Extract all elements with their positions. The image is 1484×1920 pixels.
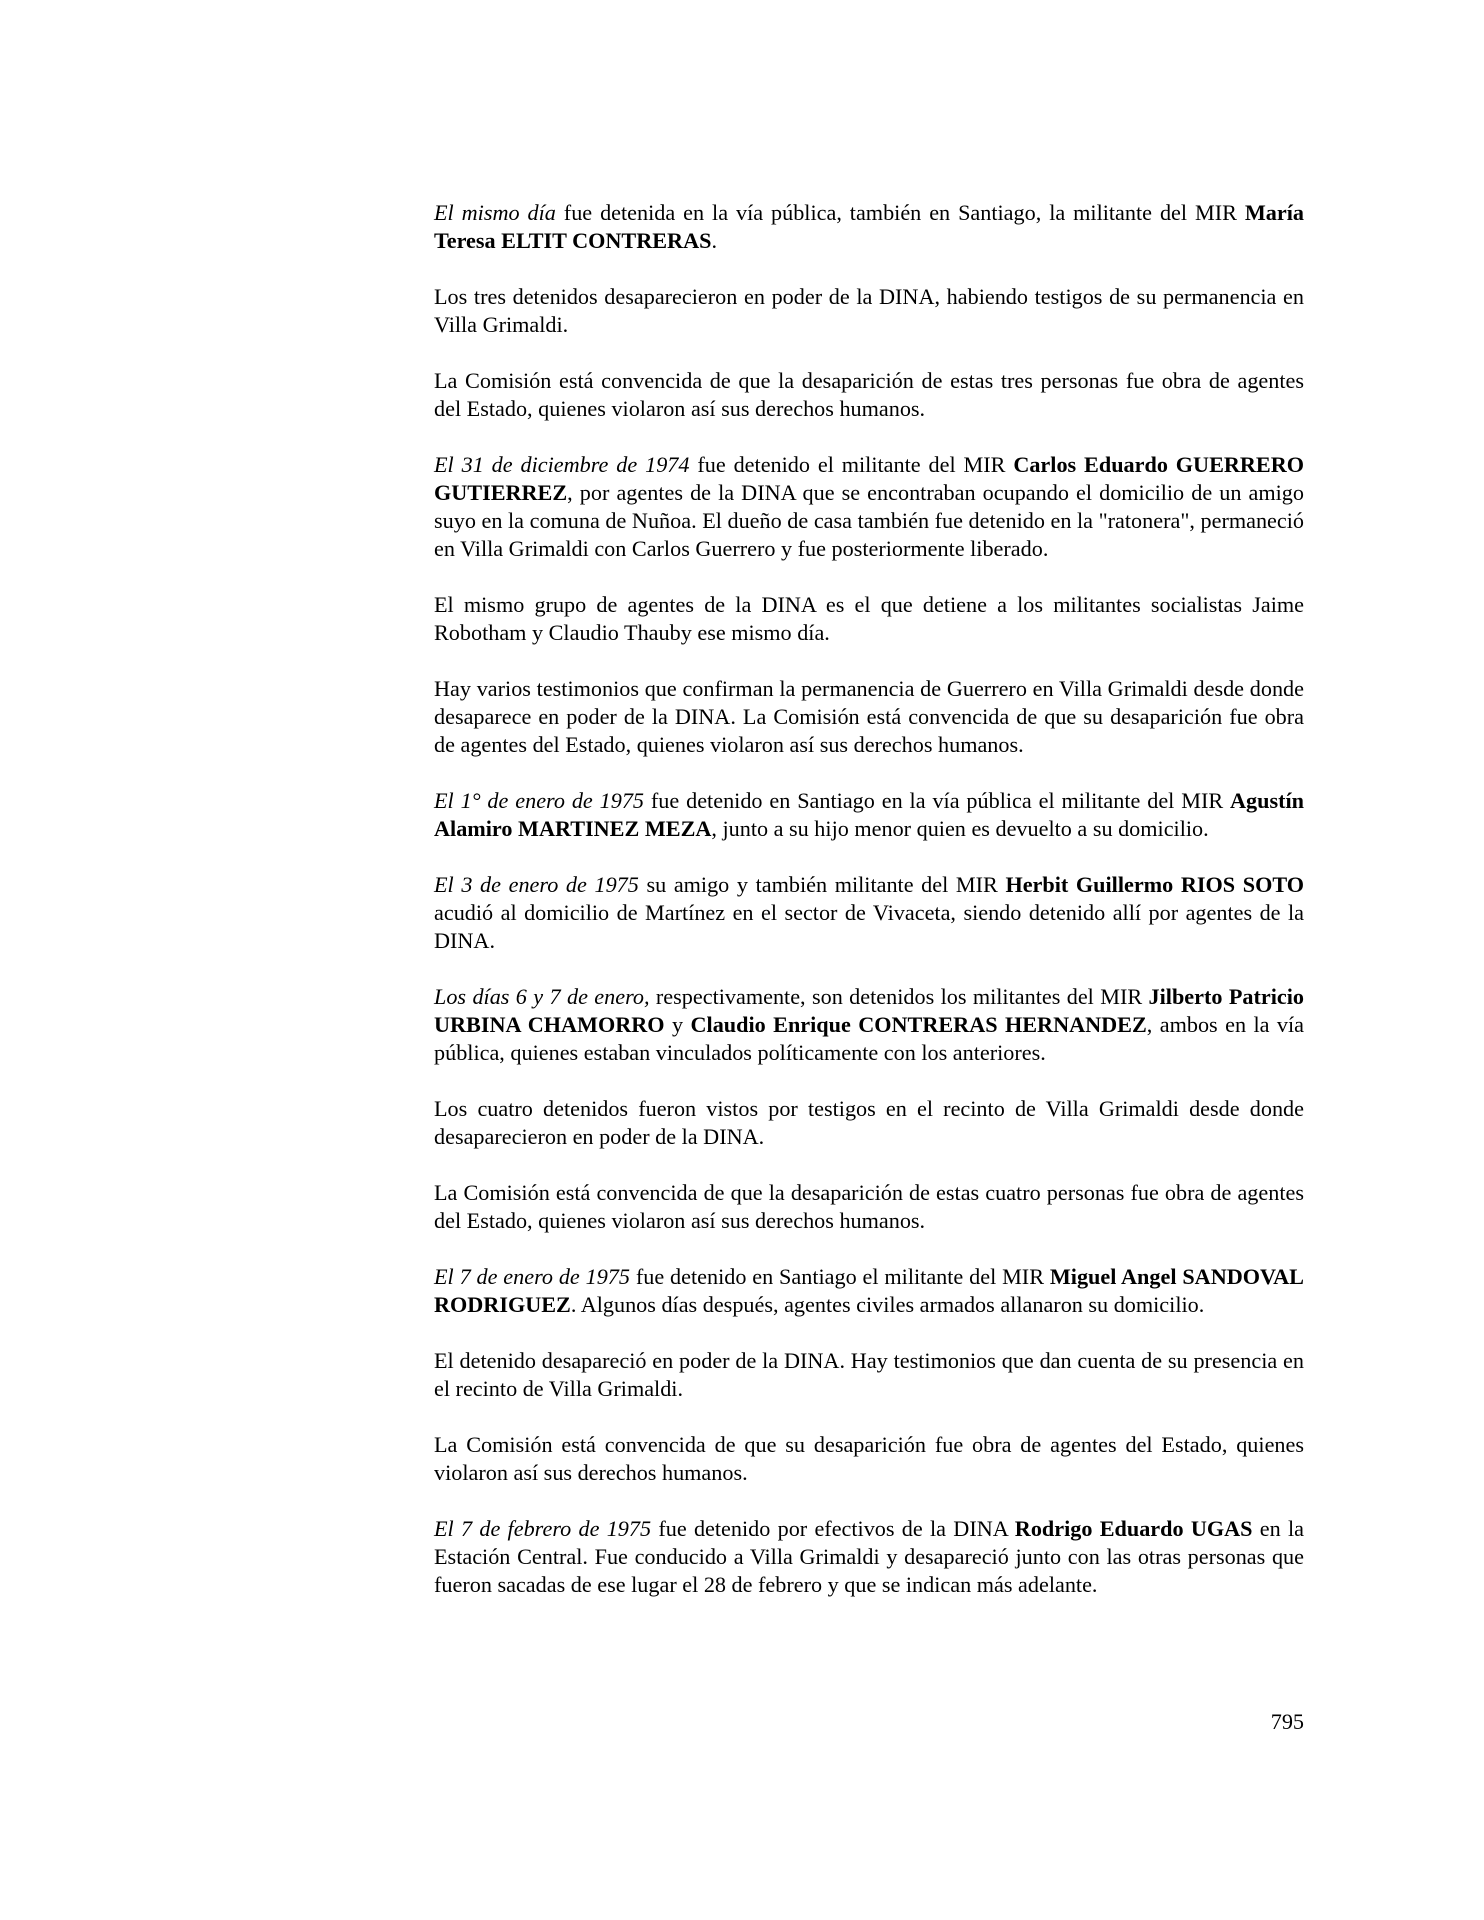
italic-date: El 1° de enero de 1975 bbox=[434, 788, 645, 813]
text-run: fue detenido en Santiago en la vía pública el militante del MIR bbox=[644, 788, 1231, 813]
bold-name: Herbit Guillermo RIOS SOTO bbox=[1005, 872, 1305, 897]
paragraph bbox=[434, 675, 1304, 759]
paragraph bbox=[434, 787, 1304, 843]
text-run: Hay varios testimonios que confirman la permanencia de Guerrero en Villa Grimaldi desde donde desaparece en poder de la DINA. La Comisión está convencida de que su desaparición fue obra de agentes del Estado, quienes violaron así sus derechos humanos. bbox=[434, 676, 1304, 757]
text-run: La Comisión está convencida de que su desaparición fue obra de agentes del Estado, quienes violaron así sus derechos humanos. bbox=[434, 1432, 1304, 1485]
italic-date: El 3 de enero de 1975 bbox=[434, 872, 639, 897]
italic-date: El mismo día bbox=[434, 200, 556, 225]
bold-name: María Teresa ELTIT CONTRERAS bbox=[434, 200, 1304, 253]
text-run: . bbox=[711, 228, 717, 253]
paragraph bbox=[434, 1179, 1304, 1235]
text-run: Los tres detenidos desaparecieron en poder de la DINA, habiendo testigos de su permanencia en Villa Grimaldi. bbox=[434, 284, 1304, 337]
paragraph bbox=[434, 1263, 1304, 1319]
text-run: su amigo y también militante del MIR bbox=[638, 872, 1006, 897]
text-run: El mismo grupo de agentes de la DINA es el que detiene a los militantes socialistas Jaime Robotham y Claudio Thauby ese mismo día. bbox=[434, 592, 1304, 645]
text-run: La Comisión está convencida de que la desaparición de estas cuatro personas fue obra de agentes del Estado, quienes violaron así sus derechos humanos. bbox=[434, 1180, 1304, 1233]
text-run: El detenido desapareció en poder de la DINA. Hay testimonios que dan cuenta de su presencia en el recinto de Villa Grimaldi. bbox=[434, 1348, 1304, 1401]
bold-name: Jilberto Patricio URBINA CHAMORRO bbox=[434, 984, 1304, 1037]
paragraph bbox=[434, 871, 1304, 955]
text-run: acudió al domicilio de Martínez en el sector de Vivaceta, siendo detenido allí por agentes de la DINA. bbox=[434, 900, 1304, 953]
bold-name: Claudio Enrique CONTRERAS HERNANDEZ bbox=[690, 1012, 1147, 1037]
text-run: , junto a su hijo menor quien es devuelto a su domicilio. bbox=[711, 816, 1209, 841]
text-run: fue detenido por efectivos de la DINA bbox=[651, 1516, 1015, 1541]
italic-date: Los días 6 y 7 de enero, bbox=[434, 984, 650, 1009]
paragraph bbox=[434, 1095, 1304, 1151]
page-number: 795 bbox=[1270, 1709, 1304, 1734]
text-run: fue detenido en Santiago el militante del MIR bbox=[630, 1264, 1050, 1289]
paragraph bbox=[434, 1515, 1304, 1599]
text-run: y bbox=[664, 1012, 691, 1037]
bold-name: Miguel Angel SANDOVAL RODRIGUEZ bbox=[434, 1264, 1304, 1317]
bold-name: Agustín Alamiro MARTINEZ MEZA bbox=[434, 788, 1304, 841]
paragraph bbox=[434, 1431, 1304, 1487]
italic-date: El 31 de diciembre de 1974 bbox=[434, 452, 690, 477]
paragraph bbox=[434, 367, 1304, 423]
text-run: fue detenido el militante del MIR bbox=[689, 452, 1014, 477]
italic-date: El 7 de febrero de 1975 bbox=[434, 1516, 652, 1541]
text-run: fue detenida en la vía pública, también en Santiago, la militante del MIR bbox=[555, 200, 1245, 225]
paragraph bbox=[434, 451, 1304, 563]
paragraph bbox=[434, 591, 1304, 647]
text-run: respectivamente, son detenidos los militantes del MIR bbox=[649, 984, 1149, 1009]
text-run: , ambos en la vía pública, quienes estaban vinculados políticamente con los anteriores. bbox=[434, 1012, 1305, 1065]
text-run: , por agentes de la DINA que se encontraban ocupando el domicilio de un amigo suyo en la comuna de Nuñoa. El dueño de casa también fue detenido en la "ratonera", permaneció en Villa Grimaldi con Carlos Guerrero y fue posteriormente liberado. bbox=[434, 480, 1304, 561]
bold-name: Carlos Eduardo GUERRERO GUTIERREZ bbox=[434, 452, 1304, 505]
text-run: La Comisión está convencida de que la desaparición de estas tres personas fue obra de agentes del Estado, quienes violaron así sus derechos humanos. bbox=[434, 368, 1304, 421]
text-run: Los cuatro detenidos fueron vistos por testigos en el recinto de Villa Grimaldi desde donde desaparecieron en poder de la DINA. bbox=[434, 1096, 1304, 1149]
paragraph bbox=[434, 199, 1304, 255]
paragraph bbox=[434, 1347, 1304, 1403]
text-run: en la Estación Central. Fue conducido a Villa Grimaldi y desapareció junto con las otras personas que fueron sacadas de ese lugar el 28 de febrero y que se indican más adelante. bbox=[434, 1516, 1304, 1597]
paragraph bbox=[434, 983, 1304, 1067]
italic-date: El 7 de enero de 1975 bbox=[434, 1264, 630, 1289]
document-body bbox=[434, 199, 1304, 1599]
bold-name: Rodrigo Eduardo UGAS bbox=[1014, 1516, 1253, 1541]
paragraph bbox=[434, 283, 1304, 339]
text-run: . Algunos días después, agentes civiles armados allanaron su domicilio. bbox=[570, 1292, 1205, 1317]
